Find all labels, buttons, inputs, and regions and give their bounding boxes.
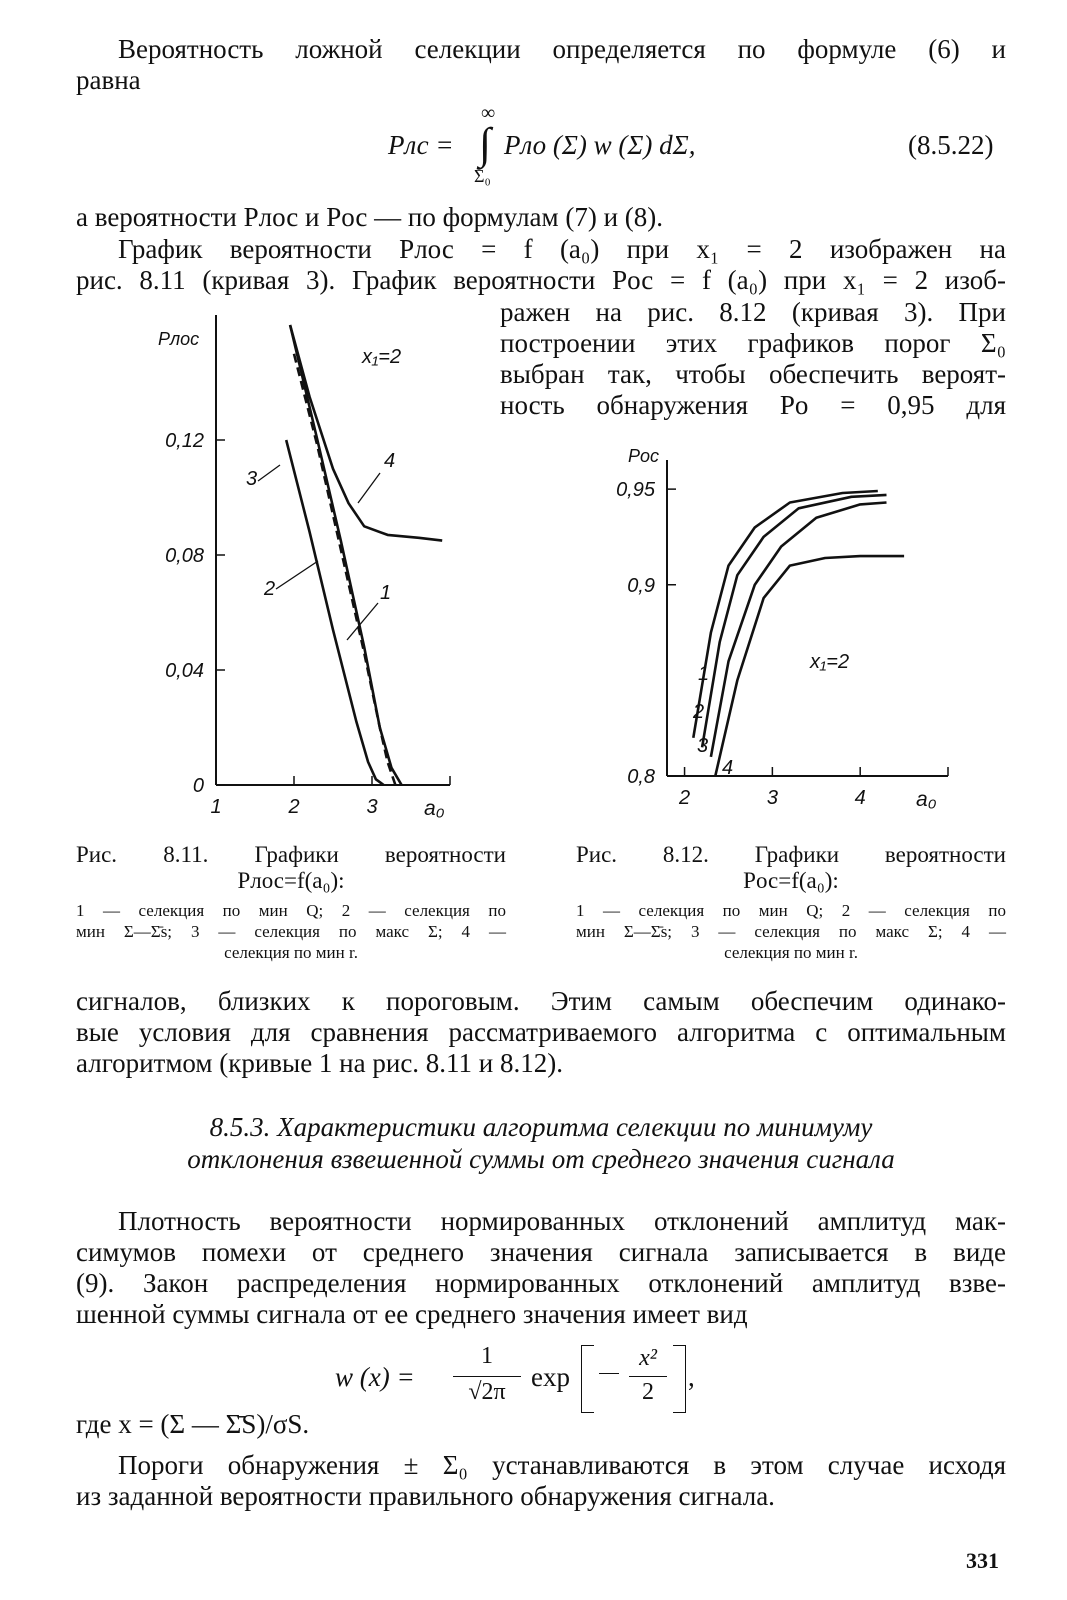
paragraph-2-line-1: График вероятности Pлос = f (a₀) при x₁ = 2 изображен на <box>118 234 1006 264</box>
x-axis-label: a₀ <box>424 797 445 820</box>
paragraph-3-line-3: алгоритмом (кривые 1 на рис. 8.11 и 8.12). <box>76 1048 563 1078</box>
curve-label-3-leader <box>258 465 280 481</box>
paragraph-3-line-1: сигналов, близких к пороговым. Этим самым обеспечим одинако- <box>76 986 1006 1016</box>
eq2-exp: exp <box>531 1362 570 1392</box>
figure-8-12-caption <box>576 842 1006 963</box>
figure-8-11-caption-legend-3: селекция по мин r. <box>224 943 358 962</box>
x-tick-label: 2 <box>288 796 300 818</box>
eq1-body: Pло (Σ) w (Σ) dΣ, <box>504 130 696 160</box>
series-3-line <box>711 503 887 757</box>
figure-8-12-caption-legend-2: мин Σ—Σ̄s; 3 — селекция по макс Σ; 4 — <box>576 922 1006 941</box>
paragraph-4-line-2: симумов помехи от среднего значения сигнала записывается в виде <box>76 1237 1006 1267</box>
y-tick-label: 0 <box>192 775 204 797</box>
eq2-frac-num: 1 <box>481 1343 493 1369</box>
figure-8-11-caption-legend-1: 1 — селекция по мин Q; 2 — селекция по <box>76 901 506 920</box>
curve-label-4-leader <box>358 473 380 503</box>
figure-8-12-caption-legend-1: 1 — селекция по мин Q; 2 — селекция по <box>576 901 1006 920</box>
right-col-line-2: построении этих графиков порог Σ₀ <box>500 328 1006 358</box>
paragraph-4-line-3: (9). Закон распределения нормированных отклонений амплитуд взве- <box>76 1268 1006 1298</box>
eq1-int-sign: ∫ <box>479 119 492 168</box>
series-3-line <box>286 440 384 785</box>
paragraph-3-line-2: вые условия для сравнения рассматриваемого алгоритма с оптимальным <box>76 1017 1006 1047</box>
series-2-line <box>290 325 402 785</box>
curve-label-1: 1 <box>380 582 392 604</box>
eq2-bracket-right <box>673 1345 686 1413</box>
figure-8-11-caption <box>76 842 506 963</box>
paragraph-1-line-2: равна <box>76 65 141 95</box>
paragraph-4-line-1: Плотность вероятности нормированных отклонений амплитуд мак- <box>118 1206 1006 1236</box>
page-number: 331 <box>966 1548 999 1573</box>
curve-label-4: 4 <box>384 450 396 472</box>
eq2-bracket-left <box>581 1345 594 1413</box>
curve-annotation: x₁=2 <box>810 651 850 673</box>
right-col-line-1: ражен на рис. 8.12 (кривая 3). При <box>500 297 1006 327</box>
eq2-inner-den: 2 <box>642 1379 654 1405</box>
paragraph-5-line-2: из заданной вероятности правильного обнаружения сигнала. <box>76 1481 775 1511</box>
figure-8-12-chart <box>600 440 980 820</box>
x-tick-label: 4 <box>854 787 866 809</box>
paragraph-5-line-1: Пороги обнаружения ± Σ₀ устанавливаются в этом случае исходя <box>118 1450 1006 1480</box>
eq2-trail: , <box>688 1362 695 1392</box>
eq1-int-top: ∞ <box>481 102 496 124</box>
section-heading-line-2: отклонения взвешенной суммы от среднего значения сигнала <box>187 1144 895 1174</box>
curve-label-3: 3 <box>246 468 258 490</box>
curve-label-2: 2 <box>264 578 276 600</box>
right-col-line-4: ность обнаружения Pо = 0,95 для <box>500 390 1006 420</box>
eq2-inner-num: x² <box>639 1345 657 1371</box>
x-axis-label: a₀ <box>916 788 937 811</box>
eq1-left: Pлс = <box>388 130 454 160</box>
eq1-number: (8.5.22) <box>908 130 994 160</box>
y-tick-label: 0,9 <box>627 574 655 597</box>
paragraph-2-line-2: рис. 8.11 (кривая 3). График вероятности Pос = f (a₀) при x₁ = 2 изоб- <box>76 265 1006 295</box>
x-tick-label: 2 <box>679 787 691 809</box>
line-after-eq1: а вероятности Pлос и Pос — по формулам (7) и (8). <box>76 202 664 232</box>
paragraph-1-line-1: Вероятность ложной селекции определяется по формуле (6) и <box>118 34 1006 64</box>
eq2-inner-bar <box>629 1376 667 1377</box>
y-tick-label: 0,08 <box>165 545 204 567</box>
eq2-left: w (x) = <box>335 1362 415 1392</box>
y-tick-label: 0,04 <box>165 660 204 682</box>
eq2 <box>335 1343 715 1415</box>
eq2-frac-bar <box>453 1376 521 1377</box>
figure-8-11-caption-formula: Pлос=f(a₀): <box>237 868 345 893</box>
figure-8-12-caption-legend-3: селекция по мин r. <box>724 943 858 962</box>
eq2-frac-den: √2π <box>468 1379 506 1405</box>
eq1-int-bottom: Σ₀ <box>474 166 491 186</box>
figure-8-11-chart <box>140 305 480 830</box>
figure-8-12-caption-title: Рис. 8.12. Графики вероятности <box>576 842 1006 867</box>
right-col-line-3: выбран так, чтобы обеспечить вероят- <box>500 359 1006 389</box>
where-line: где x = (Σ — Σ̄S)/σS. <box>76 1409 310 1439</box>
paragraph-4-line-4: шенной суммы сигнала от ее среднего значения имеет вид <box>76 1299 748 1329</box>
x-tick-label: 1 <box>210 796 222 818</box>
eq2-minus <box>599 1373 619 1374</box>
y-axis-label: Pлос <box>158 329 200 349</box>
figure-8-11-caption-legend-2: мин Σ—Σ̄s; 3 — селекция по макс Σ; 4 — <box>76 922 506 941</box>
y-axis-label: Pос <box>628 446 660 466</box>
y-tick-label: 0,12 <box>165 430 204 452</box>
y-tick-label: 0,8 <box>627 766 655 788</box>
curve-label-1: 1 <box>698 663 710 685</box>
figure-8-11-caption-title: Рис. 8.11. Графики вероятности <box>76 842 506 867</box>
section-heading-line-1: 8.5.3. Характеристики алгоритма селекции по минимуму <box>209 1112 873 1142</box>
curve-label-4: 4 <box>722 757 734 779</box>
y-tick-label: 0,95 <box>616 479 655 502</box>
figure-8-12-caption-formula: Pос=f(a₀): <box>743 868 839 893</box>
curve-annotation: x₁=2 <box>362 346 402 368</box>
curve-label-2: 2 <box>693 701 705 723</box>
series-1-line <box>294 354 395 785</box>
curve-label-3: 3 <box>697 735 709 757</box>
x-tick-label: 3 <box>366 796 378 818</box>
x-tick-label: 3 <box>766 787 778 809</box>
curve-label-2-leader <box>276 561 318 589</box>
